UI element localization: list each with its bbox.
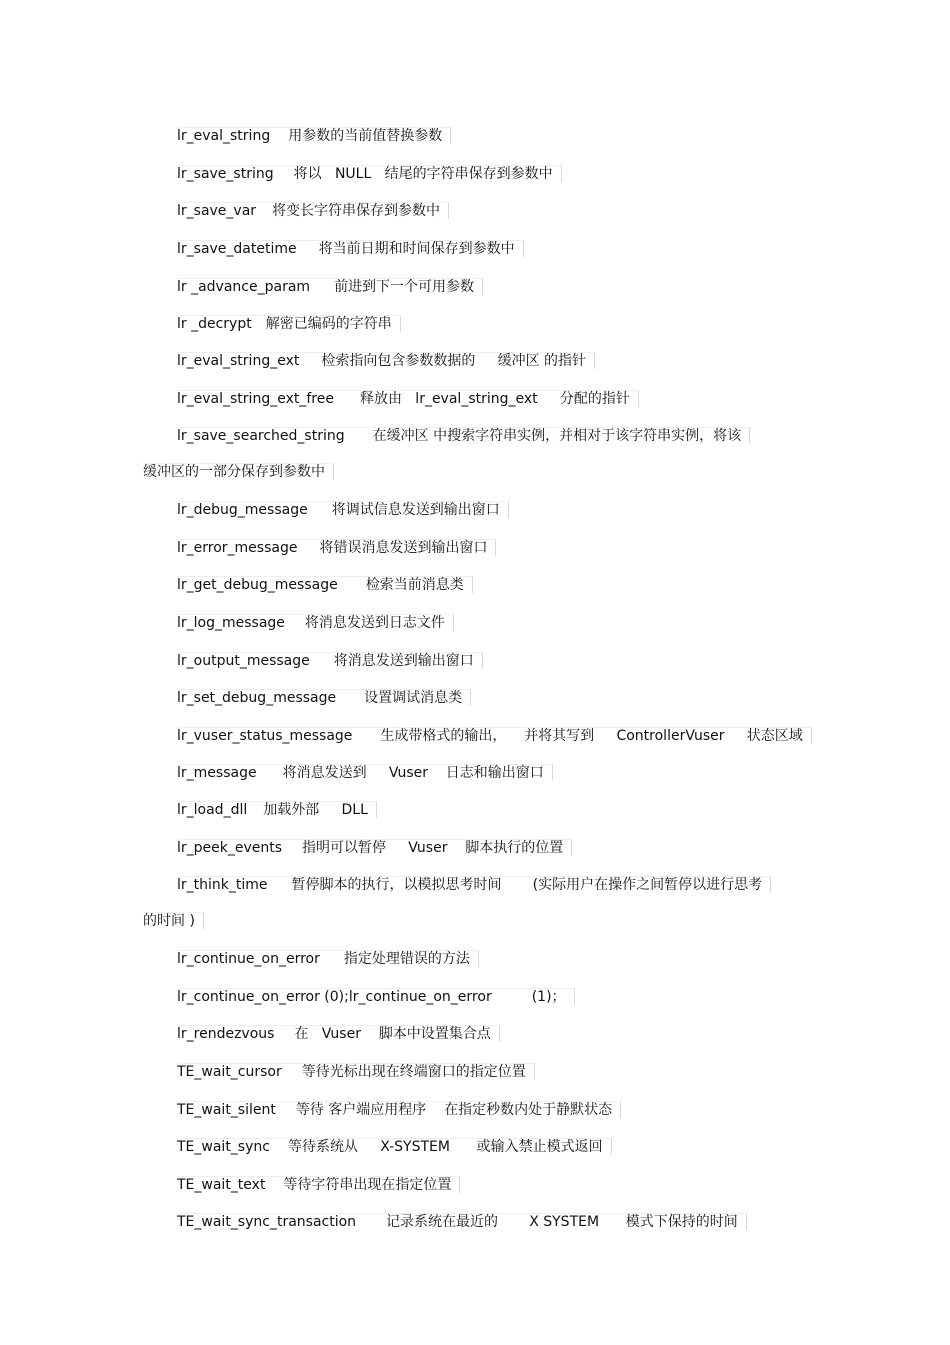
function-name: lr_eval_string_ext xyxy=(177,353,300,369)
function-entry-row xyxy=(177,1213,747,1230)
function-entry xyxy=(177,1212,747,1232)
function-description: 将当前日期和时间保存到参数中 xyxy=(318,241,515,257)
function-description: 用参数的当前值替换参数 xyxy=(288,128,443,144)
function-name: TE_wait_silent xyxy=(177,1102,276,1118)
function-description: 将消息发送到输出窗口 xyxy=(333,653,474,669)
function-description: 等待系统从 X-SYSTEM 或输入禁止模式返回 xyxy=(287,1139,603,1155)
function-name: lr_rendezvous xyxy=(177,1026,275,1042)
function-name: TE_wait_text xyxy=(177,1177,266,1193)
function-description: 将变长字符串保存到参数中 xyxy=(272,203,441,219)
function-name: lr_save_searched_string xyxy=(177,428,345,444)
function-name: TE_wait_cursor xyxy=(177,1064,282,1080)
function-entry-row xyxy=(177,801,377,818)
function-description: 设置调试消息类 xyxy=(364,690,463,706)
function-name: lr_continue_on_error xyxy=(177,951,320,967)
function-description: (1)； xyxy=(531,989,566,1005)
function-description: 在缓冲区 中搜索字符串实例，并相对于该字符串实例，将该 xyxy=(372,428,742,444)
function-entry-row xyxy=(177,539,496,556)
function-name: lr _decrypt xyxy=(177,316,252,332)
function-entry-row xyxy=(177,1101,621,1118)
function-description: 将错误消息发送到输出窗口 xyxy=(319,540,488,556)
function-description: 指定处理错误的方法 xyxy=(343,951,470,967)
function-entry-row xyxy=(177,652,483,669)
function-description: 释放由 lr_eval_string_ext 分配的指针 xyxy=(359,391,630,407)
function-name: lr_debug_message xyxy=(177,502,308,518)
function-entry-row xyxy=(177,427,750,444)
function-description: 将消息发送到 Vuser 日志和输出窗口 xyxy=(282,765,544,781)
function-entry xyxy=(177,949,479,969)
function-entry-row xyxy=(177,950,479,967)
function-description-continued: 的时间 ) xyxy=(143,911,204,931)
function-entry xyxy=(177,126,451,146)
function-entry xyxy=(177,314,401,334)
function-entry xyxy=(177,1137,612,1157)
function-entry xyxy=(177,426,750,446)
function-entry xyxy=(177,389,639,409)
function-name: lr_peek_events xyxy=(177,840,283,856)
function-entry-row xyxy=(177,165,562,182)
function-name: lr_load_dll xyxy=(177,802,248,818)
function-name: lr_save_datetime xyxy=(177,241,297,257)
function-name: TE_wait_sync xyxy=(177,1139,270,1155)
function-description: 前进到下一个可用参数 xyxy=(334,279,475,295)
function-name: lr_vuser_status_message xyxy=(177,728,353,744)
function-name: lr_eval_string xyxy=(177,128,271,144)
function-description: 加载外部 DLL xyxy=(263,802,368,818)
function-description: 解密已编码的字符串 xyxy=(265,316,392,332)
function-entry-row xyxy=(177,1063,535,1080)
function-entry-row xyxy=(177,576,473,593)
function-name: lr_output_message xyxy=(177,653,310,669)
function-entry xyxy=(177,726,812,746)
function-name: lr_set_debug_message xyxy=(177,690,337,706)
function-entry-row xyxy=(177,764,553,781)
function-entry xyxy=(177,800,377,820)
function-entry xyxy=(177,164,562,184)
function-description: 将调试信息发送到输出窗口 xyxy=(331,502,500,518)
function-entry-row xyxy=(177,1025,500,1042)
function-entry xyxy=(177,1062,535,1082)
function-description: 暂停脚本的执行，以模拟思考时间 (实际用户在操作之间暂停以进行思考 xyxy=(291,877,763,893)
function-entry-row xyxy=(177,278,483,295)
function-entry xyxy=(177,688,471,708)
function-description: 生成带格式的输出， 并将其写到 ControllerVuser 状态区域 xyxy=(380,728,803,744)
function-entry xyxy=(177,351,595,371)
function-name: lr_error_message xyxy=(177,540,298,556)
function-description: 在 Vuser 脚本中设置集合点 xyxy=(294,1026,491,1042)
function-entry xyxy=(177,575,473,595)
function-entry-row xyxy=(177,352,595,369)
function-name: lr_continue_on_error (0);lr_continue_on_error xyxy=(177,989,492,1005)
function-entry-row xyxy=(177,689,471,706)
function-entry xyxy=(177,1024,500,1044)
function-entry-row xyxy=(177,839,572,856)
function-description: 等待光标出现在终端窗口的指定位置 xyxy=(301,1064,526,1080)
function-entry-row xyxy=(177,876,771,893)
function-description: 等待字符串出现在指定位置 xyxy=(283,1177,452,1193)
function-description: 将以 NULL 结尾的字符串保存到参数中 xyxy=(293,166,553,182)
function-entry xyxy=(177,987,575,1007)
function-entry xyxy=(177,500,509,520)
function-entry xyxy=(177,613,454,633)
function-entry xyxy=(177,875,771,895)
function-entry xyxy=(177,838,572,858)
function-entry-row xyxy=(177,727,812,744)
function-description: 等待 客户端应用程序 在指定秒数内处于静默状态 xyxy=(295,1102,613,1118)
function-description: 指明可以暂停 Vuser 脚本执行的位置 xyxy=(302,840,564,856)
function-description: 记录系统在最近的 X SYSTEM 模式下保持的时间 xyxy=(386,1214,738,1230)
function-entry-row xyxy=(177,501,509,518)
function-entry-row xyxy=(177,315,401,332)
function-name: lr_save_var xyxy=(177,203,257,219)
function-entry-row xyxy=(177,240,524,257)
function-name: lr_log_message xyxy=(177,615,285,631)
function-name: lr _advance_param xyxy=(177,279,311,295)
function-name: lr_think_time xyxy=(177,877,268,893)
function-description: 检索指向包含参数数据的 缓冲区 的指针 xyxy=(321,353,587,369)
function-description: 将消息发送到日志文件 xyxy=(304,615,445,631)
function-description: 检索当前消息类 xyxy=(365,577,464,593)
function-entry xyxy=(177,277,483,297)
function-entry xyxy=(177,763,553,783)
function-entry xyxy=(177,239,524,259)
function-entry xyxy=(177,538,496,558)
function-entry-row xyxy=(177,1176,460,1193)
function-name: lr_save_string xyxy=(177,166,274,182)
function-entry xyxy=(177,201,449,221)
function-entry xyxy=(177,651,483,671)
function-entry-row xyxy=(177,614,454,631)
function-entry-row xyxy=(177,202,449,219)
function-name: lr_get_debug_message xyxy=(177,577,338,593)
function-entry-row xyxy=(177,390,639,407)
function-entry-row xyxy=(177,988,575,1005)
function-entry-row xyxy=(177,127,451,144)
function-entry xyxy=(177,1175,460,1195)
function-entry-row xyxy=(177,1138,612,1155)
function-name: lr_message xyxy=(177,765,257,781)
function-description-continued: 缓冲区的一部分保存到参数中 xyxy=(143,462,334,482)
function-entry xyxy=(177,1100,621,1120)
function-name: lr_eval_string_ext_free xyxy=(177,391,334,407)
function-name: TE_wait_sync_transaction xyxy=(177,1214,357,1230)
